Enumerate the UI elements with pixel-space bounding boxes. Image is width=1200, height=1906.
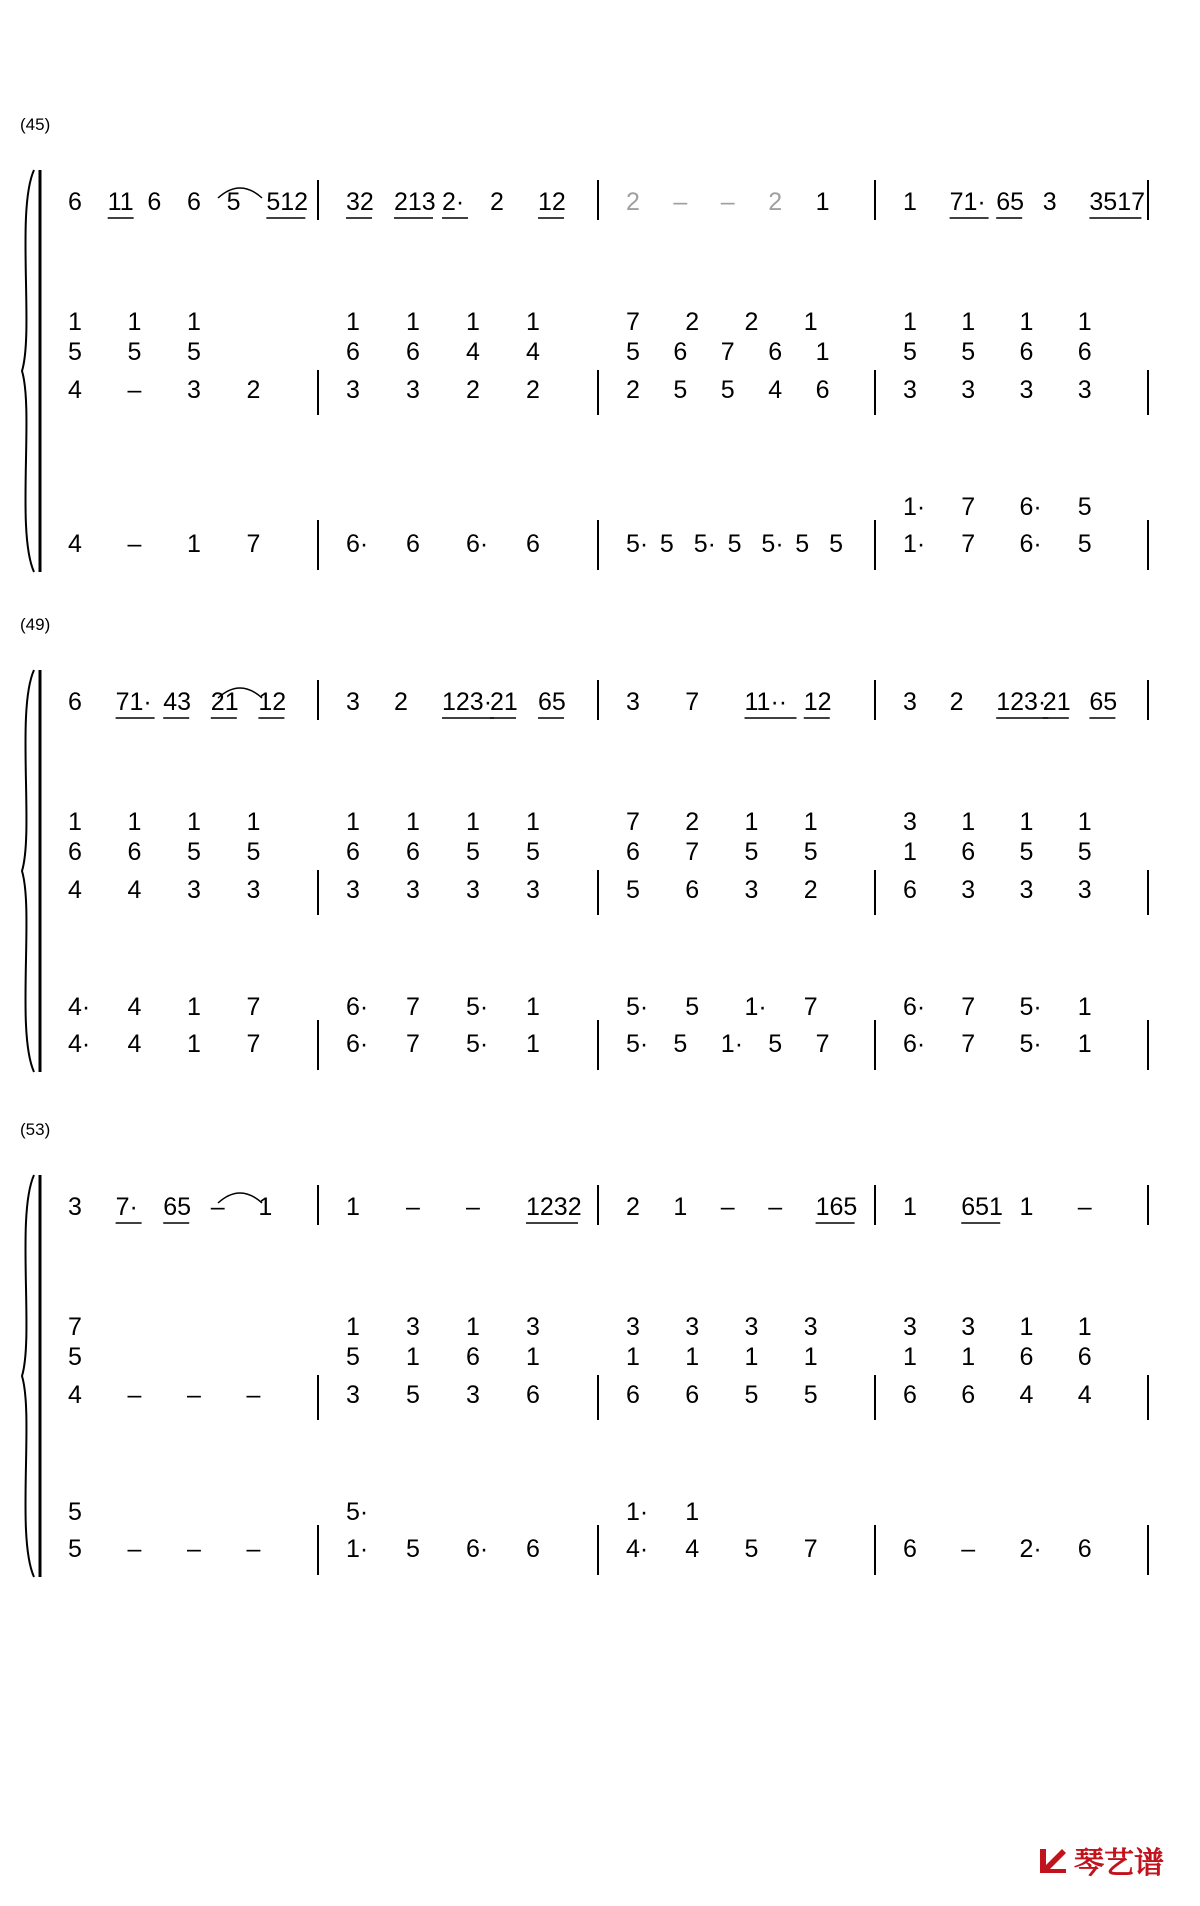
melody-note: 7 <box>685 688 700 716</box>
melody-note: 12 <box>803 688 832 716</box>
melody-note: 2 <box>490 188 504 216</box>
chord-note: 5 <box>187 338 201 366</box>
melody-note: 123· <box>442 688 493 716</box>
chord-note: 3 <box>903 1313 917 1341</box>
chord-note: 5 <box>744 1381 759 1409</box>
chord-note: 1 <box>346 808 360 836</box>
chord-note: – <box>961 1535 976 1563</box>
chord-note: 6 <box>768 338 783 366</box>
chord-note: 3 <box>346 876 360 904</box>
chord-note: 5 <box>803 1381 818 1409</box>
melody-note: 11·· <box>744 688 788 716</box>
melody-note: 11 <box>107 188 134 216</box>
chord-note: 6 <box>346 338 360 366</box>
melody-note: 21 <box>1042 688 1071 716</box>
chord-note: 1 <box>68 808 82 836</box>
chord-note: 5 <box>127 338 142 366</box>
chord-note: 3 <box>406 376 420 404</box>
chord-note: 3 <box>466 876 480 904</box>
melody-note: 1 <box>1019 1193 1034 1221</box>
chord-note: 1 <box>961 808 976 836</box>
melody-note: 3 <box>68 1193 82 1221</box>
chord-note: – <box>246 1535 261 1563</box>
system-brace <box>22 670 34 1072</box>
chord-note: 6 <box>903 876 917 904</box>
melody-note: 2· <box>442 188 465 216</box>
chord-note: 5 <box>720 376 735 404</box>
measure-number: (53) <box>20 1120 51 1139</box>
chord-note: 1 <box>1077 1030 1092 1058</box>
melody-note: – <box>1077 1193 1092 1221</box>
chord-note: 2 <box>466 376 480 404</box>
chord-note: 5· <box>626 530 649 558</box>
melody-note: – <box>768 1193 783 1221</box>
chord-note: 3 <box>626 1313 640 1341</box>
chord-note: 2· <box>1019 1535 1042 1563</box>
chord-note: 7 <box>406 1030 420 1058</box>
melody-note: 6 <box>187 188 201 216</box>
melody-note: 6 <box>68 188 82 216</box>
chord-note: 6· <box>903 1030 926 1058</box>
chord-note: 6 <box>406 338 420 366</box>
chord-note: 7 <box>720 338 735 366</box>
melody-note: 1 <box>903 1193 917 1221</box>
chord-note: 1 <box>526 993 540 1021</box>
chord-note: 5 <box>961 338 976 366</box>
chord-note: 4 <box>68 530 82 558</box>
chord-note: 1 <box>187 993 201 1021</box>
chord-note: 5 <box>768 1030 783 1058</box>
chord-note: 1 <box>246 808 261 836</box>
melody-note: 165 <box>815 1193 858 1221</box>
chord-note: 3 <box>685 1313 700 1341</box>
chord-note: 5 <box>68 1498 82 1526</box>
chord-note: 3 <box>803 1313 818 1341</box>
chord-note: 5 <box>744 1535 759 1563</box>
chord-note: 5 <box>1077 493 1092 521</box>
melody-note: – <box>210 1193 225 1221</box>
measure-number: (49) <box>20 615 51 634</box>
melody-note: 21 <box>210 688 239 716</box>
melody-note: 2 <box>394 688 408 716</box>
chord-note: 6 <box>903 1535 917 1563</box>
melody-note: – <box>406 1193 420 1221</box>
melody-note: 65 <box>996 188 1025 216</box>
chord-note: 4 <box>685 1535 700 1563</box>
chord-note: 3 <box>961 376 976 404</box>
chord-note: 1 <box>466 808 480 836</box>
chord-note: 1 <box>903 308 917 336</box>
chord-note: 5 <box>68 1343 82 1371</box>
melody-note: 21 <box>490 688 518 716</box>
chord-note: 6 <box>346 838 360 866</box>
melody-note: 6 <box>147 188 162 216</box>
chord-note: 1 <box>187 308 201 336</box>
melody-note: 651 <box>961 1193 1003 1221</box>
chord-note: 7 <box>246 993 261 1021</box>
chord-note: 6 <box>685 1381 700 1409</box>
chord-note: 6· <box>346 993 369 1021</box>
chord-note: 1 <box>526 1343 540 1371</box>
melody-note: 1232 <box>526 1193 582 1221</box>
chord-note: 6 <box>406 530 420 558</box>
chord-note: 7 <box>815 1030 830 1058</box>
chord-note: 7 <box>626 308 640 336</box>
chord-note: 1 <box>406 1343 420 1371</box>
chord-note: 5 <box>795 530 810 558</box>
chord-note: 4 <box>526 338 540 366</box>
chord-note: 5 <box>626 338 640 366</box>
chord-note: 1 <box>1077 308 1092 336</box>
chord-note: 5 <box>626 876 640 904</box>
chord-note: – <box>127 530 142 558</box>
chord-note: 3 <box>744 876 759 904</box>
chord-note: 5 <box>68 1535 82 1563</box>
melody-note: 1 <box>258 1193 273 1221</box>
melody-note: 512 <box>266 188 309 216</box>
chord-note: 6 <box>526 1535 540 1563</box>
chord-note: 1 <box>1019 808 1034 836</box>
chord-note: 5· <box>1019 1030 1042 1058</box>
chord-note: 7 <box>961 530 976 558</box>
chord-note: 6 <box>626 1381 640 1409</box>
chord-note: 1 <box>1077 1313 1092 1341</box>
chord-note: 3 <box>1077 376 1092 404</box>
chord-note: 3 <box>1019 376 1034 404</box>
chord-note: 3 <box>744 1313 759 1341</box>
chord-note: 6 <box>626 838 640 866</box>
chord-note: 6 <box>903 1381 917 1409</box>
chord-note: 3 <box>466 1381 480 1409</box>
melody-note: 1 <box>903 188 917 216</box>
chord-note: 5 <box>246 838 261 866</box>
chord-note: 5· <box>626 993 649 1021</box>
chord-note: 1 <box>626 1343 640 1371</box>
chord-note: 6· <box>903 993 926 1021</box>
chord-note: 3 <box>187 376 201 404</box>
chord-note: 4 <box>466 338 480 366</box>
chord-note: 1 <box>1077 808 1092 836</box>
chord-note: 1 <box>187 530 201 558</box>
chord-note: 6 <box>1019 1343 1034 1371</box>
melody-note: 71· <box>115 688 152 716</box>
chord-note: 1 <box>803 308 818 336</box>
chord-note: 4· <box>626 1535 649 1563</box>
chord-note: 2 <box>744 308 759 336</box>
chord-note: 4 <box>127 1030 142 1058</box>
chord-note: 3 <box>187 876 201 904</box>
chord-note: 6 <box>961 838 976 866</box>
chord-note: 5 <box>727 530 742 558</box>
chord-note: 5· <box>761 530 784 558</box>
chord-note: 1· <box>744 993 767 1021</box>
chord-note: 1 <box>685 1498 700 1526</box>
chord-note: 4 <box>68 376 82 404</box>
chord-note: 6 <box>127 838 142 866</box>
chord-note: 3 <box>961 1313 976 1341</box>
melody-note: 12 <box>538 188 566 216</box>
chord-note: 6 <box>466 1343 480 1371</box>
chord-note: 3 <box>1077 876 1092 904</box>
melody-note: 1 <box>815 188 830 216</box>
melody-note: 65 <box>1089 688 1118 716</box>
chord-note: 1 <box>1019 1313 1034 1341</box>
chord-note: – <box>127 1535 142 1563</box>
chord-note: 1 <box>187 1030 201 1058</box>
chord-note: 5 <box>829 530 844 558</box>
chord-note: 4 <box>127 993 142 1021</box>
chord-note: 5 <box>673 1030 688 1058</box>
chord-note: 1· <box>626 1498 649 1526</box>
chord-note: 5 <box>1077 530 1092 558</box>
chord-note: 6 <box>526 1381 540 1409</box>
chord-note: 6 <box>1077 338 1092 366</box>
chord-note: 5· <box>346 1498 369 1526</box>
chord-note: 6 <box>673 338 688 366</box>
chord-note: 7 <box>68 1313 82 1341</box>
chord-note: 2 <box>626 376 640 404</box>
chord-note: 1 <box>961 308 976 336</box>
chord-note: 3 <box>246 876 261 904</box>
chord-note: 5 <box>406 1535 420 1563</box>
chord-note: 5 <box>406 1381 420 1409</box>
melody-note: 2 <box>768 188 783 216</box>
chord-note: 7 <box>961 493 976 521</box>
chord-note: – <box>187 1381 201 1409</box>
chord-note: 1 <box>127 808 142 836</box>
chord-note: 7 <box>685 838 700 866</box>
chord-note: 7 <box>626 808 640 836</box>
chord-note: 4 <box>127 876 142 904</box>
chord-note: 5· <box>466 993 489 1021</box>
chord-note: 6· <box>1019 530 1042 558</box>
chord-note: 1 <box>68 308 82 336</box>
chord-note: 5 <box>659 530 674 558</box>
chord-note: 1 <box>744 808 759 836</box>
chord-note: 7 <box>246 1030 261 1058</box>
chord-note: 3 <box>526 876 540 904</box>
chord-note: 6 <box>68 838 82 866</box>
chord-note: 3 <box>1019 876 1034 904</box>
melody-note: 5 <box>226 188 241 216</box>
chord-note: 2 <box>803 876 818 904</box>
chord-note: 1· <box>903 493 926 521</box>
chord-note: – <box>246 1381 261 1409</box>
melody-note: 65 <box>163 1193 192 1221</box>
chord-note: 6 <box>1077 1535 1092 1563</box>
logo-text: 琴艺谱 <box>1074 1846 1164 1881</box>
melody-note: 2 <box>626 188 640 216</box>
melody-note: 12 <box>258 688 287 716</box>
chord-note: 2 <box>685 308 700 336</box>
melody-note: 123· <box>996 688 1047 716</box>
chord-note: 5 <box>903 338 917 366</box>
chord-note: 5 <box>526 838 540 866</box>
chord-note: 1 <box>961 1343 976 1371</box>
chord-note: 3 <box>346 1381 360 1409</box>
chord-note: 5· <box>1019 993 1042 1021</box>
melody-note: 32 <box>346 188 374 216</box>
melody-note: 2 <box>626 1193 640 1221</box>
chord-note: 3 <box>903 808 917 836</box>
chord-note: 6 <box>526 530 540 558</box>
chord-note: 7 <box>961 1030 976 1058</box>
melody-note: – <box>673 188 688 216</box>
chord-note: 7 <box>803 993 818 1021</box>
chord-note: 4 <box>1077 1381 1092 1409</box>
melody-note: 2 <box>949 688 964 716</box>
melody-note: 3 <box>903 688 917 716</box>
chord-note: 1 <box>406 308 420 336</box>
chord-note: 5 <box>346 1343 360 1371</box>
chord-note: 1 <box>903 1343 917 1371</box>
chord-note: 6 <box>685 876 700 904</box>
chord-note: 5 <box>1077 838 1092 866</box>
chord-note: 5 <box>685 993 700 1021</box>
chord-note: 5 <box>187 838 201 866</box>
chord-note: 1· <box>720 1030 744 1058</box>
chord-note: 7 <box>246 530 261 558</box>
chord-note: 2 <box>246 376 261 404</box>
chord-note: 4 <box>68 876 82 904</box>
chord-note: 5· <box>626 1030 649 1058</box>
chord-note: 3 <box>406 876 420 904</box>
chord-note: 1 <box>127 308 142 336</box>
melody-note: 213 <box>394 188 436 216</box>
chord-note: 6 <box>1019 338 1034 366</box>
chord-note: 4· <box>68 993 91 1021</box>
chord-note: 3 <box>903 376 917 404</box>
chord-note: 6· <box>346 530 369 558</box>
chord-note: – <box>127 1381 142 1409</box>
chord-note: 1 <box>466 308 480 336</box>
chord-note: 6 <box>406 838 420 866</box>
chord-note: 6· <box>346 1030 369 1058</box>
chord-note: 1 <box>406 808 420 836</box>
melody-note: 6 <box>68 688 82 716</box>
system-brace <box>22 1175 34 1577</box>
melody-note: 3517 <box>1089 188 1146 216</box>
chord-note: 1 <box>346 308 360 336</box>
chord-note: 7 <box>803 1535 818 1563</box>
chord-note: 1 <box>1077 993 1092 1021</box>
chord-note: 3 <box>406 1313 420 1341</box>
melody-note: 1 <box>673 1193 688 1221</box>
chord-note: 1 <box>526 1030 540 1058</box>
chord-note: 6· <box>466 1535 489 1563</box>
chord-note: 3 <box>526 1313 540 1341</box>
chord-note: 3 <box>346 376 360 404</box>
music-note-logo-icon <box>1036 1843 1070 1877</box>
chord-note: 1 <box>466 1313 480 1341</box>
chord-note: 1 <box>187 808 201 836</box>
melody-note: 71· <box>949 188 986 216</box>
chord-note: 4 <box>768 376 783 404</box>
melody-note: 7· <box>115 1193 138 1221</box>
melody-note: 43 <box>163 688 192 716</box>
melody-note: 3 <box>346 688 360 716</box>
chord-note: 1 <box>685 1343 700 1371</box>
chord-note: 6· <box>466 530 489 558</box>
chord-note: 4 <box>68 1381 82 1409</box>
chord-note: 1 <box>803 808 818 836</box>
melody-note: 65 <box>538 688 566 716</box>
chord-note: 1 <box>526 308 540 336</box>
chord-note: 1 <box>815 338 830 366</box>
chord-note: 4· <box>68 1030 91 1058</box>
chord-note: 7 <box>406 993 420 1021</box>
chord-note: 5 <box>803 838 818 866</box>
chord-note: 4 <box>1019 1381 1034 1409</box>
chord-note: – <box>187 1535 201 1563</box>
chord-note: 1 <box>803 1343 818 1371</box>
chord-note: 1 <box>526 808 540 836</box>
chord-note: 2 <box>685 808 700 836</box>
chord-note: 1 <box>1019 308 1034 336</box>
chord-note: 5 <box>673 376 688 404</box>
chord-note: 6 <box>815 376 830 404</box>
melody-note: – <box>466 1193 480 1221</box>
system-brace <box>22 170 34 572</box>
chord-note: 5 <box>1019 838 1034 866</box>
chord-note: 5 <box>68 338 82 366</box>
melody-note: – <box>720 188 735 216</box>
site-logo <box>1036 1838 1164 1882</box>
chord-note: – <box>127 376 142 404</box>
melody-note: 1 <box>346 1193 360 1221</box>
chord-note: 1 <box>346 1313 360 1341</box>
chord-note: 5· <box>466 1030 489 1058</box>
melody-note: 3 <box>626 688 640 716</box>
chord-note: 5 <box>466 838 480 866</box>
chord-note: 7 <box>961 993 976 1021</box>
chord-note: 6 <box>1077 1343 1092 1371</box>
chord-note: 6 <box>961 1381 976 1409</box>
chord-note: 1· <box>346 1535 369 1563</box>
measure-number: (45) <box>20 115 51 134</box>
chord-note: 5 <box>744 838 759 866</box>
chord-note: 6· <box>1019 493 1042 521</box>
chord-note: 2 <box>526 376 540 404</box>
chord-note: 1 <box>744 1343 759 1371</box>
melody-note: – <box>720 1193 735 1221</box>
chord-note: 3 <box>961 876 976 904</box>
chord-note: 5· <box>693 530 716 558</box>
chord-note: 1 <box>903 838 917 866</box>
chord-note: 1· <box>903 530 926 558</box>
melody-note: 3 <box>1042 188 1057 216</box>
